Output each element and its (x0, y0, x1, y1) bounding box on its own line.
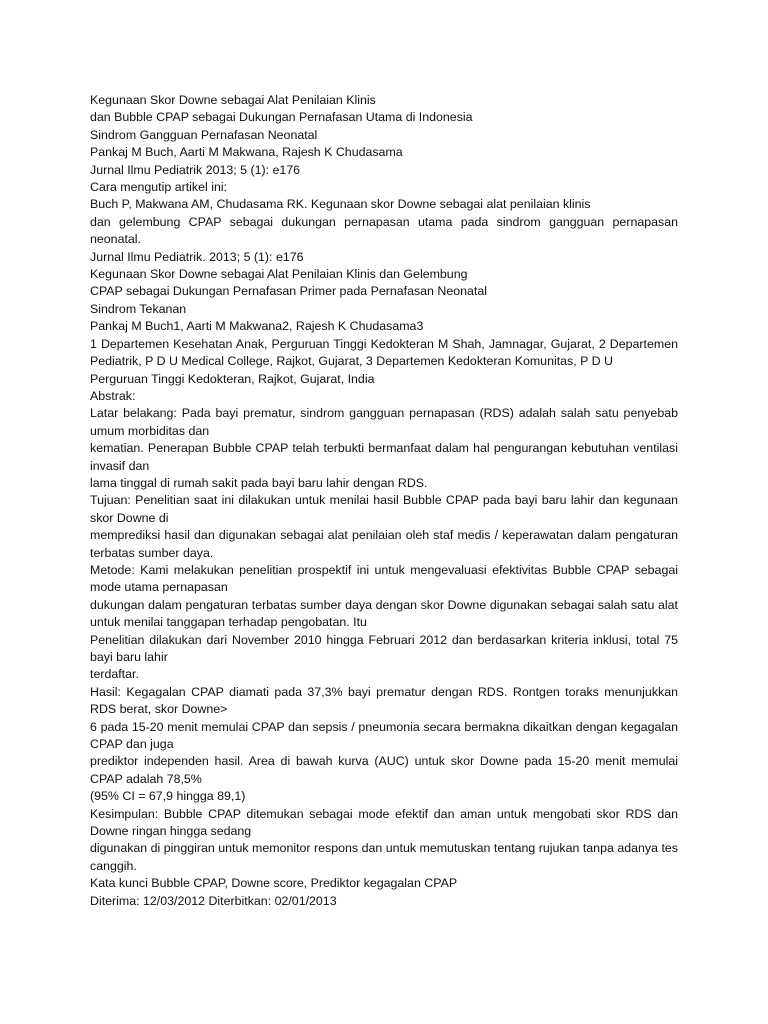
cite-journal: Jurnal Ilmu Pediatrik. 2013; 5 (1): e176 (90, 249, 304, 264)
methods-1: Metode: Kami melakukan penelitian prospektif ini untuk mengevaluasi efektivitas Bubble CPAP sebagai mode utama pernapasan (90, 562, 678, 595)
authors: Pankaj M Buch, Aarti M Makwana, Rajesh K Chudasama (90, 145, 403, 160)
background-3: lama tinggal di rumah sakit pada bayi baru lahir dengan RDS. (90, 475, 428, 490)
aim-2: memprediksi hasil dan digunakan sebagai alat penilaian oleh staf medis / keperawatan dalam pengaturan terbatas sumber daya. (90, 528, 678, 560)
affiliations-end: Perguruan Tinggi Kedokteran, Rajkot, Gujarat, India (90, 371, 375, 386)
journal-citation: Jurnal Ilmu Pediatrik 2013; 5 (1): e176 (90, 162, 301, 177)
title-line-2: dan Bubble CPAP sebagai Dukungan Pernafasan Utama di Indonesia (90, 110, 473, 125)
results-3: prediktor independen hasil. Area di bawah kurva (AUC) untuk skor Downe pada 15-20 menit memulai CPAP adalah 78,5% (90, 754, 678, 786)
article-title-1: Kegunaan Skor Downe sebagai Alat Penilaian Klinis dan Gelembung (90, 267, 468, 282)
results-1: Hasil: Kegagalan CPAP diamati pada 37,3% bayi prematur dengan RDS. Rontgen toraks menunjukkan RDS berat, skor Downe> (90, 684, 678, 717)
conclusion-1: Kesimpulan: Bubble CPAP ditemukan sebagai mode efektif dan aman untuk mengobati skor RDS dan Downe ringan hingga sedang (90, 806, 678, 839)
cite-text-1: Buch P, Makwana AM, Chudasama RK. Kegunaan skor Downe sebagai alat penilaian klinis (90, 197, 591, 212)
background-2: kematian. Penerapan Bubble CPAP telah terbukti bermanfaat dalam hal pengurangan kebutuhan ventilasi invasif dan (90, 441, 678, 473)
background-1: Latar belakang: Pada bayi prematur, sindrom gangguan pernapasan (RDS) adalah salah satu penyebab umum morbiditas dan (90, 406, 678, 438)
abstract-heading: Abstrak: (90, 388, 136, 403)
cite-text-2: dan gelembung CPAP sebagai dukungan pernapasan utama pada sindrom gangguan pernapasan neonatal. (90, 214, 678, 247)
results-2: 6 pada 15-20 menit memulai CPAP dan sepsis / pneumonia secara bermakna dikaitkan dengan kegagalan CPAP dan juga (90, 719, 678, 752)
title-line-3: Sindrom Gangguan Pernafasan Neonatal (90, 127, 318, 142)
cite-heading: Cara mengutip artikel ini: (90, 180, 228, 195)
document-body (90, 92, 678, 910)
dates: Diterima: 12/03/2012 Diterbitkan: 02/01/2013 (90, 893, 337, 908)
methods-4: terdaftar. (90, 667, 139, 682)
article-title-2: CPAP sebagai Dukungan Pernafasan Primer pada Pernafasan Neonatal (90, 284, 487, 299)
article-title-3: Sindrom Tekanan (90, 301, 187, 316)
methods-3: Penelitian dilakukan dari November 2010 hingga Februari 2012 dan berdasarkan kriteria inklusi, total 75 bayi baru lahir (90, 632, 678, 664)
affiliations: 1 Departemen Kesehatan Anak, Perguruan Tinggi Kedokteran M Shah, Jamnagar, Gujarat, 2 Departemen Pediatrik, P D U Medical College, Rajkot, Gujarat, 3 Departemen Kedokteran Komunitas, P D U (90, 336, 678, 369)
keywords: Kata kunci Bubble CPAP, Downe score, Prediktor kegagalan CPAP (90, 876, 458, 891)
results-4: (95% CI = 67,9 hingga 89,1) (90, 789, 246, 804)
article-authors: Pankaj M Buch1, Aarti M Makwana2, Rajesh K Chudasama3 (90, 319, 424, 334)
title-line-1: Kegunaan Skor Downe sebagai Alat Penilaian Klinis (90, 93, 376, 107)
methods-2: dukungan dalam pengaturan terbatas sumber daya dengan skor Downe digunakan sebagai salah satu alat untuk menilai tanggapan terhadap pengobatan. Itu (90, 597, 678, 630)
aim-1: Tujuan: Penelitian saat ini dilakukan untuk menilai hasil Bubble CPAP pada bayi baru lahir dan kegunaan skor Downe di (90, 493, 678, 525)
conclusion-2: digunakan di pinggiran untuk memonitor respons dan untuk memutuskan tentang rujukan tanpa adanya tes canggih. (90, 841, 678, 873)
